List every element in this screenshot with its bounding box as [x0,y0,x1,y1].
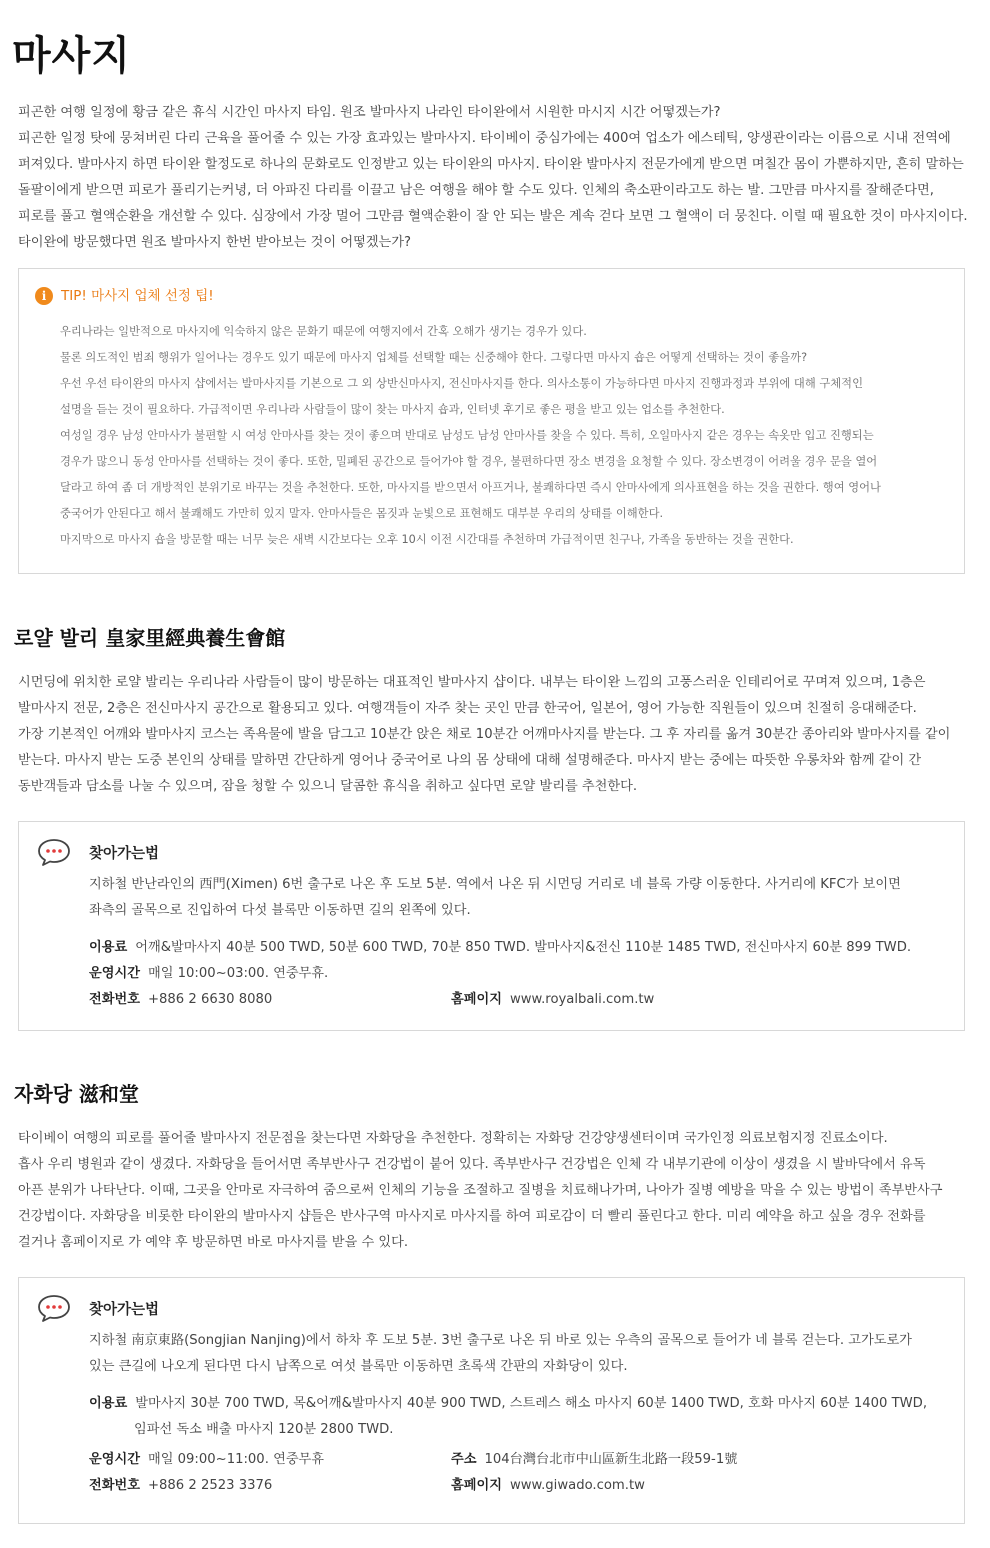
info-box-royal-bali [18,821,965,1031]
intro-line: 피곤한 일정 탓에 뭉쳐버린 다리 근육을 풀어줄 수 있는 가장 효과있는 발마사지. 타이베이 중심가에는 400여 업소가 에스테틱, 양생관이라는 이름으로 시내 전역에 [18,131,951,146]
tip-line: 마지막으로 마사지 숍을 방문할 때는 너무 늦은 새벽 시간보다는 오후 10시 이전 시간대를 추천하며 가급적이면 친구나, 가족을 동반하는 것을 권한다. [60,533,794,546]
price-row [89,935,911,961]
tip-line: 달라고 하여 좀 더 개방적인 분위기로 바꾸는 것을 추천한다. 또한, 마사지를 받으면서 아프거나, 불쾌하다면 즉시 안마사에게 의사표현을 하는 것을 권한다. 행여 영어나 [60,481,881,494]
tip-line: 여성일 경우 남성 안마사가 불편할 시 여성 안마사를 찾는 것이 좋으며 반대로 남성도 남성 안마사를 찾을 수 있다. 특히, 오일마사지 같은 경우는 속옷만 입고 진행되는 [60,429,874,442]
price-row [89,1391,927,1417]
phone-value: +886 2 6630 8080 [147,992,273,1007]
section-title-jahwadang: 자화당 滋和堂 [14,1082,139,1106]
speech-bubble-icon [37,1294,71,1322]
page-title: 마사지 [12,33,131,79]
homepage-link[interactable]: www.royalbali.com.tw [509,992,655,1007]
address-label: 주소 [451,1452,477,1467]
directions-title: 찾아가는법 [89,1302,160,1318]
section-line: 아픈 분위가 나타난다. 이때, 그곳을 안마로 자극하여 줌으로써 인체의 기능을 조절하고 질병을 치료해나가며, 나아가 질병 예방을 막을 수 있는 방법이 족부반사구 [18,1183,943,1198]
info-icon: i [35,287,53,305]
tip-box [18,268,965,574]
section-line: 시먼딩에 위치한 로얄 발리는 우리나라 사람들이 많이 방문하는 대표적인 발마사지 샵이다. 내부는 타이완 느낌의 고풍스러운 인테리어로 꾸며져 있으며, 1층은 [18,675,926,690]
directions-text [89,872,949,924]
homepage-label: 홈페이지 [451,1478,502,1493]
directions-title: 찾아가는법 [89,846,160,862]
intro-line: 피로를 풀고 혈액순환을 개선할 수 있다. 심장에서 가장 멀어 그만큼 혈액순환이 잘 안 되는 발은 계속 걷다 보면 그 혈액이 더 뭉친다. 이럴 때 필요한 것이 마사지이다. [18,209,968,224]
tip-line: 우선 우선 타이완의 마사지 샵에서는 발마사지를 기본으로 그 외 상반신마사지, 전신마사지를 한다. 의사소통이 가능하다면 마사지 진행과정과 부위에 대해 구체적인 [60,377,863,390]
homepage-row [451,1473,645,1499]
tip-title: TIP! 마사지 업체 선정 팁! [61,288,214,304]
intro-line: 타이완에 방문했다면 원조 발마사지 한번 받아보는 것이 어떻겠는가? [18,235,412,250]
section-line: 가장 기본적인 어깨와 발마사지 코스는 족욕물에 발을 담그고 10분간 앉은 채로 10분간 어깨마사지를 받는다. 그 후 자리를 옮겨 30분간 종아리와 발마사지를 같이 [18,727,951,742]
tip-line: 설명을 듣는 것이 필요하다. 가급적이면 우리나라 사람들이 많이 찾는 마사지 숍과, 인터넷 후기로 좋은 평을 받고 있는 업소를 추천한다. [60,403,725,416]
homepage-label: 홈페이지 [451,992,502,1007]
section-line: 동반객들과 담소를 나눌 수 있으며, 잠을 청할 수 있으니 달콤한 휴식을 취하고 싶다면 로얄 발리를 추천한다. [18,779,638,794]
directions-line: 좌측의 골목으로 진입하여 다섯 블록만 이동하면 길의 왼쪽에 있다. [89,903,471,918]
hours-row [89,1447,324,1473]
tip-line: 물론 의도적인 범죄 행위가 일어나는 경우도 있기 때문에 마사지 업체를 선택할 때는 신중해야 한다. 그렇다면 마사지 숍은 어떻게 선택하는 것이 좋을까? [60,351,808,364]
hours-label: 운영시간 [89,1452,140,1467]
intro-line: 피곤한 여행 일정에 황금 같은 휴식 시간인 마사지 타임. 원조 발마사지 나라인 타이완에서 시원한 마시지 시간 어떻겠는가? [18,105,721,120]
intro-line: 퍼져있다. 발마사지 하면 타이완 할정도로 하나의 문화로도 인정받고 있는 타이완의 마사지. 타이완 발마사지 전문가에게 받으면 며칠간 몸이 가뿐하지만, 흔히 말하는 [18,157,964,172]
section-line: 흡사 우리 병원과 같이 생겼다. 자화당을 들어서면 족부반사구 건강법이 붙어 있다. 족부반사구 건강법은 인체 각 내부기관에 이상이 생겼을 시 발바닥에서 유독 [18,1157,926,1172]
section-line: 걸거나 홈페이지로 가 예약 후 방문하면 바로 마사지를 받을 수 있다. [18,1235,409,1250]
address-row [451,1447,737,1473]
hours-label: 운영시간 [89,966,140,981]
intro-paragraph [18,100,983,256]
directions-text [89,1328,949,1380]
speech-bubble-icon [37,838,71,866]
section-line: 발마사지 전문, 2층은 전신마사지 공간으로 활용되고 있다. 여행객들이 자주 찾는 곳인 만큼 한국어, 일본어, 영어 가능한 직원들이 있으며 친절히 응대해준다. [18,701,917,716]
address-value: 104台灣台北市中山區新生北路一段59-1號 [484,1452,738,1467]
phone-value: +886 2 2523 3376 [147,1478,273,1493]
homepage-row [451,987,654,1013]
tip-body [60,319,950,553]
tip-header [35,287,214,305]
price-value-cont: 임파선 독소 배출 마사지 120분 2800 TWD. [134,1422,394,1437]
phone-label: 전화번호 [89,992,140,1007]
section-body-royal-bali [18,670,983,800]
price-label: 이용료 [89,940,128,955]
directions-line: 있는 큰길에 나오게 된다면 다시 남쪽으로 여섯 블록만 이동하면 초록색 간판의 자화당이 있다. [89,1359,628,1374]
phone-row [89,987,272,1013]
price-value: 발마사지 30분 700 TWD, 목&어깨&발마사지 40분 900 TWD, 스트레스 해소 마사지 60분 1400 TWD, 호화 마사지 60분 1400 TWD, [135,1396,928,1411]
tip-line: 중국어가 안된다고 해서 불쾌해도 가만히 있지 말자. 안마사들은 몸짓과 눈빛으로 표현해도 대부분 우리의 상태를 이해한다. [60,507,664,520]
section-line: 받는다. 마사지 받는 도중 본인의 상태를 말하면 간단하게 영어나 중국어로 나의 몸 상태에 대해 설명해준다. 마사지 받는 중에는 따뜻한 우롱차와 함께 같이 간 [18,753,922,768]
price-value: 어깨&발마사지 40분 500 TWD, 50분 600 TWD, 70분 850 TWD. 발마사지&전신 110분 1485 TWD, 전신마사지 60분 899 TWD. [135,940,912,955]
hours-value: 매일 09:00~11:00. 연중무휴 [147,1452,325,1467]
phone-label: 전화번호 [89,1478,140,1493]
info-box-jahwadang [18,1277,965,1524]
homepage-link[interactable]: www.giwado.com.tw [509,1478,645,1493]
hours-value: 매일 10:00~03:00. 연중무휴. [147,966,329,981]
phone-row [89,1473,272,1499]
price-label: 이용료 [89,1396,128,1411]
directions-line: 지하철 반난라인의 西門(Ximen) 6번 출구로 나온 후 도보 5분. 역에서 나온 뒤 시먼딩 거리로 네 블록 가량 이동한다. 사거리에 KFC가 보이면 [89,877,901,892]
tip-line: 우리나라는 일반적으로 마사지에 익숙하지 않은 문화기 때문에 여행지에서 간혹 오해가 생기는 경우가 있다. [60,325,587,338]
section-line: 타이베이 여행의 피로를 풀어줄 발마사지 전문점을 찾는다면 자화당을 추천한다. 정확히는 자화당 건강양생센터이며 국가인정 의료보험지정 진료소이다. [18,1131,888,1146]
section-title-royal-bali: 로얄 발리 皇家里經典養生會館 [14,626,286,650]
intro-line: 돌팔이에게 받으면 피로가 풀리기는커녕, 더 아파진 다리를 이끌고 남은 여행을 해야 할 수도 있다. 인체의 축소판이라고도 하는 발. 그만큼 마사지를 잘해준다면, [18,183,934,198]
section-body-jahwadang [18,1126,983,1256]
tip-line: 경우가 많으니 동성 안마사를 선택하는 것이 좋다. 또한, 밀폐된 공간으로 들어가야 할 경우, 불편하다면 장소 변경을 요청할 수 있다. 장소변경이 어려울 경우 문을 열어 [60,455,878,468]
hours-row [89,961,328,987]
directions-line: 지하철 南京東路(Songjian Nanjing)에서 하차 후 도보 5분. 3번 출구로 나온 뒤 바로 있는 우측의 골목으로 들어가 네 블록 걷는다. 고가도로가 [89,1333,912,1348]
section-line: 건강법이다. 자화당을 비롯한 타이완의 발마사지 샵들은 반사구역 마사지로 마사지를 하여 피로감이 더 빨리 풀린다고 한다. 미리 예약을 하고 싶을 경우 전화를 [18,1209,926,1224]
